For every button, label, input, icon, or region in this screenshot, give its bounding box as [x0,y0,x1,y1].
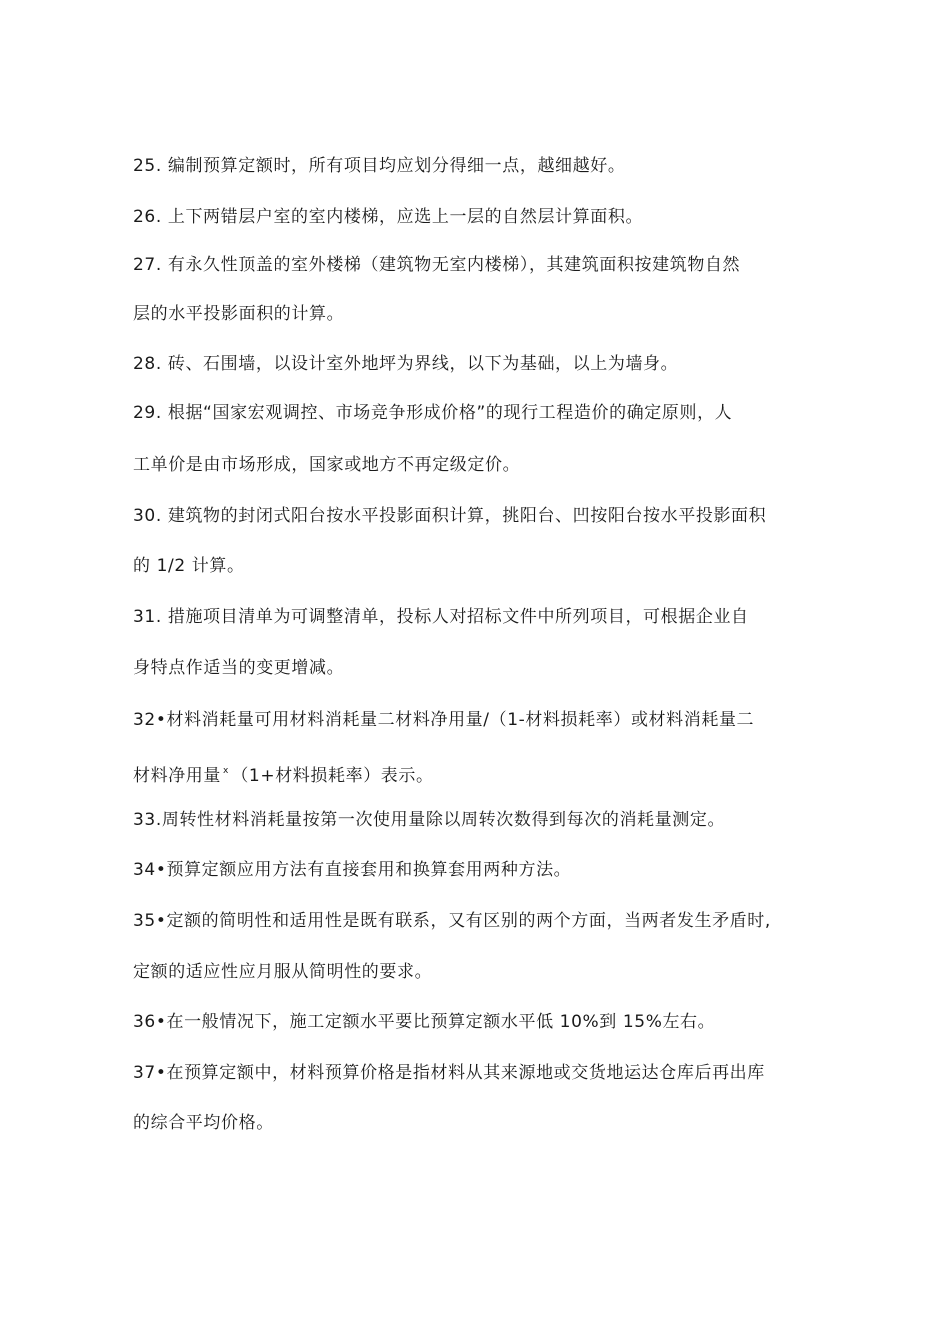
item-text: 在预算定额中，材料预算价格是指材料从其来源地或交货地运达仓库后再出库 [166,1063,765,1083]
item-text: 上下两错层户室的室内楼梯，应选上一层的自然层计算面积。 [167,207,644,227]
item-31-line-1 [133,605,833,629]
item-29-line-1 [133,401,833,425]
item-32-line-2 [133,759,833,788]
item-27-line-1 [133,253,833,277]
item-text: 砖、石围墙，以设计室外地坪为界线，以下为基础，以上为墙身。 [167,354,679,374]
item-number: 36• [133,1012,167,1032]
item-text: 身特点作适当的变更增减。 [133,658,345,678]
item-29-line-2 [133,453,833,477]
item-text: 工单价是由市场形成，国家或地方不再定级定价。 [133,455,521,475]
item-number: 29. [133,403,162,423]
item-number: 27. [133,255,162,275]
item-text: 编制预算定额时，所有项目均应划分得细一点，越细越好。 [167,156,626,176]
item-36-line-1 [133,1010,833,1034]
item-text: 根据“国家宏观调控、市场竞争形成价格”的现行工程造价的确定原则，人 [167,403,733,423]
item-text: 层的水平投影面积的计算。 [133,304,345,324]
item-number: 35• [133,911,167,931]
item-text: 定额的简明性和适用性是既有联系，又有区别的两个方面，当两者发生矛盾时, [166,911,771,931]
item-number: 34• [133,860,167,880]
item-number: 37• [133,1063,167,1083]
item-number: 31. [133,607,162,627]
item-31-line-2 [133,656,833,680]
item-number: 26. [133,207,162,227]
item-text: 措施项目清单为可调整清单，投标人对招标文件中所列项目，可根据企业自 [167,607,749,627]
item-text: 定额的适应性应月服从简明性的要求。 [133,962,433,982]
item-37-line-2 [133,1111,833,1135]
item-28-line-1 [133,352,833,376]
item-text: 材料净用量 [133,766,221,786]
multiply-sign: x [223,766,229,776]
item-35-line-2 [133,960,833,984]
item-25-line-1 [133,154,833,178]
item-32-line-1 [133,708,833,732]
item-text: 的 1/2 计算。 [133,556,245,576]
item-number: 28. [133,354,162,374]
item-37-line-1 [133,1061,833,1085]
item-text: 的综合平均价格。 [133,1113,274,1133]
item-30-line-1 [133,504,833,528]
item-number: 33. [133,810,162,830]
item-number: 32• [133,710,167,730]
item-27-line-2 [133,302,833,326]
item-text: 在一般情况下，施工定额水平要比预算定额水平低 10%到 15%左右。 [166,1012,716,1032]
item-33-line-1 [133,808,833,832]
item-35-line-1 [133,909,833,933]
item-30-line-2 [133,554,833,578]
item-26-line-1 [133,205,833,229]
item-text: （1+材料损耗率）表示。 [231,766,434,786]
item-number: 30. [133,506,162,526]
item-text: 建筑物的封闭式阳台按水平投影面积计算，挑阳台、凹按阳台按水平投影面积 [167,506,767,526]
item-text: 材料消耗量可用材料消耗量二材料净用量/（1-材料损耗率）或材料消耗量二 [166,710,755,730]
item-text: 周转性材料消耗量按第一次使用量除以周转次数得到每次的消耗量测定。 [161,810,726,830]
item-text: 预算定额应用方法有直接套用和换算套用两种方法。 [166,860,572,880]
item-number: 25. [133,156,162,176]
item-34-line-1 [133,858,833,882]
item-text: 有永久性顶盖的室外楼梯（建筑物无室内楼梯），其建筑面积按建筑物自然 [167,255,741,275]
